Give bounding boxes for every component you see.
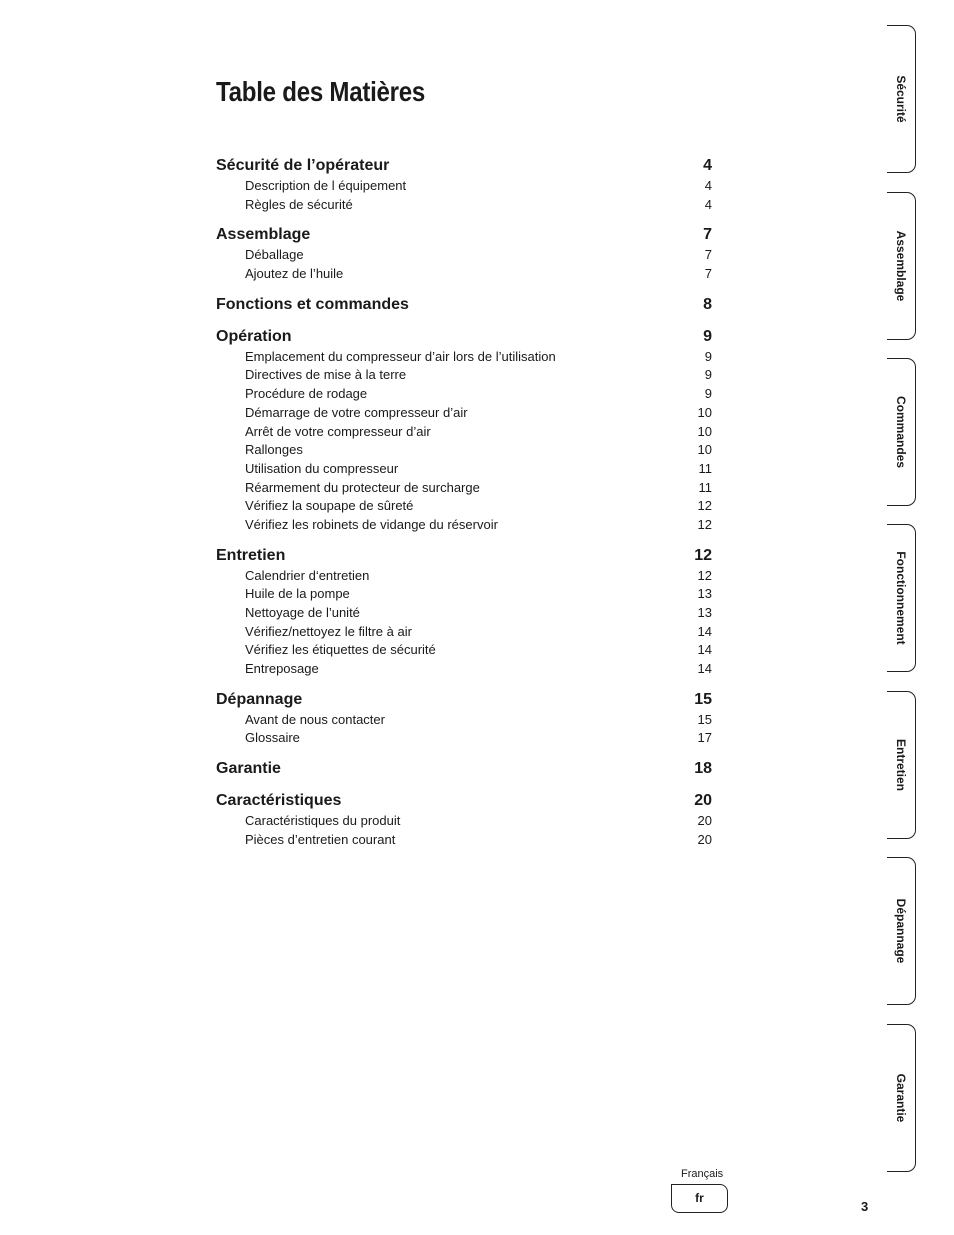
toc-sub-entry[interactable] [216, 348, 712, 367]
toc-sub-title: Calendrier d‘entretien [245, 567, 370, 583]
toc-sub-title: Ajoutez de l’huile [245, 266, 344, 282]
toc-sub-page: 14 [697, 661, 712, 677]
toc-sub-page: 14 [697, 642, 712, 658]
toc-sub-page: 13 [697, 605, 712, 620]
page-title: Table des Matières [216, 76, 426, 107]
toc-sub-title: Glossaire [245, 730, 300, 746]
toc-main-entry[interactable] [216, 790, 712, 812]
toc-main-entry[interactable] [216, 326, 712, 348]
toc-sub-entry[interactable] [216, 366, 712, 385]
toc-sub-page: 10 [697, 404, 712, 420]
toc-sub-page: 4 [704, 196, 712, 212]
toc-sub-title: Rallonges [245, 442, 303, 458]
side-tab-1[interactable] [887, 25, 916, 173]
table-of-contents [216, 155, 712, 860]
toc-sub-page: 11 [698, 479, 712, 495]
toc-sub-page: 12 [697, 567, 712, 583]
toc-main-title: Garantie [216, 760, 281, 778]
toc-sub-entry[interactable] [216, 423, 712, 442]
toc-sub-title: Arrêt de votre compresseur d’air [245, 423, 431, 439]
side-tab-6[interactable] [887, 857, 916, 1005]
toc-main-title: Fonctions et commandes [216, 295, 409, 313]
toc-sub-entry[interactable] [216, 831, 712, 850]
toc-main-title: Entretien [216, 546, 286, 564]
side-tab-label: Entretien [894, 738, 908, 792]
toc-sub-entry[interactable] [216, 177, 712, 196]
toc-section [216, 294, 712, 316]
toc-sub-entry[interactable] [216, 385, 712, 404]
toc-main-page: 4 [703, 157, 712, 174]
toc-sub-entry[interactable] [216, 660, 712, 679]
toc-sub-entry[interactable] [216, 641, 712, 660]
toc-sub-entry[interactable] [216, 441, 712, 460]
toc-sub-title: Pièces d’entretien courant [245, 831, 396, 847]
toc-sub-page: 7 [704, 247, 712, 263]
toc-main-page: 12 [694, 546, 712, 564]
toc-sub-title: Huile de la pompe [245, 586, 350, 602]
toc-sub-title: Vérifiez la soupape de sûreté [245, 498, 414, 514]
toc-main-entry[interactable] [216, 689, 712, 711]
toc-sub-entry[interactable] [216, 567, 712, 586]
side-tab-label: Sécurité [894, 75, 908, 123]
toc-sub-entry[interactable] [216, 497, 712, 516]
side-tab-label: Fonctionnement [894, 551, 908, 645]
toc-sub-entry[interactable] [216, 623, 712, 642]
toc-sub-page: 17 [697, 730, 712, 746]
side-tab-label: Garantie [894, 1073, 908, 1123]
toc-section [216, 790, 712, 849]
toc-sub-entry[interactable] [216, 479, 712, 498]
toc-main-page: 7 [703, 226, 712, 244]
toc-main-page: 8 [703, 295, 712, 313]
toc-sub-page: 4 [704, 178, 712, 193]
toc-sub-page: 13 [697, 586, 712, 602]
toc-sub-page: 10 [697, 423, 712, 439]
toc-sub-page: 7 [704, 266, 712, 282]
toc-main-title: Opération [216, 327, 292, 345]
toc-sub-page: 20 [697, 831, 712, 847]
toc-sub-entry[interactable] [216, 585, 712, 604]
language-badge: fr [671, 1184, 728, 1213]
toc-sub-entry[interactable] [216, 196, 712, 215]
toc-main-entry[interactable] [216, 545, 712, 567]
toc-sub-title: Vérifiez les étiquettes de sécurité [245, 642, 436, 658]
toc-main-entry[interactable] [216, 224, 712, 246]
toc-main-page: 15 [694, 690, 712, 708]
toc-sub-title: Vérifiez/nettoyez le filtre à air [245, 623, 412, 639]
side-tab-5[interactable] [887, 691, 916, 839]
toc-sub-page: 14 [697, 623, 712, 639]
toc-sub-entry[interactable] [216, 404, 712, 423]
toc-main-entry[interactable] [216, 155, 712, 177]
toc-main-title: Dépannage [216, 690, 303, 708]
toc-sub-title: Utilisation du compresseur [245, 460, 399, 476]
toc-sub-page: 20 [697, 813, 712, 829]
toc-sub-entry[interactable] [216, 460, 712, 479]
toc-sub-title: Procédure de rodage [245, 386, 368, 402]
side-tab-3[interactable] [887, 358, 916, 506]
toc-sub-entry[interactable] [216, 246, 712, 265]
toc-sub-title: Emplacement du compresseur d’air lors de l’utilisation [245, 348, 556, 364]
toc-sub-title: Directives de mise à la terre [245, 367, 407, 383]
toc-sub-title: Description de l équipement [245, 178, 407, 193]
toc-main-page: 20 [694, 792, 712, 810]
toc-sub-entry[interactable] [216, 729, 712, 748]
toc-section [216, 224, 712, 283]
toc-main-title: Sécurité de l’opérateur [216, 157, 390, 174]
language-label: Français [681, 1168, 724, 1180]
toc-main-page: 9 [703, 327, 712, 345]
toc-sub-title: Démarrage de votre compresseur d’air [245, 404, 468, 420]
toc-sub-title: Caractéristiques du produit [245, 813, 401, 829]
toc-sub-title: Règles de sécurité [245, 196, 353, 212]
toc-sub-title: Entreposage [245, 661, 319, 677]
side-tab-label: Assemblage [894, 230, 908, 302]
toc-sub-title: Vérifiez les robinets de vidange du réservoir [245, 516, 498, 532]
toc-sub-entry[interactable] [216, 604, 712, 623]
toc-main-title: Caractéristiques [216, 792, 342, 810]
toc-main-page: 18 [694, 760, 712, 778]
toc-section [216, 326, 712, 535]
toc-main-entry[interactable] [216, 294, 712, 316]
toc-sub-entry[interactable] [216, 711, 712, 730]
side-tab-label: Dépannage [894, 898, 908, 964]
toc-section [216, 758, 712, 780]
toc-sub-page: 10 [697, 442, 712, 458]
toc-section [216, 545, 712, 679]
toc-sub-entry[interactable] [216, 516, 712, 535]
side-tab-4[interactable] [887, 524, 916, 672]
toc-sub-entry[interactable] [216, 265, 712, 284]
toc-sub-page: 9 [704, 367, 712, 383]
toc-sub-page: 15 [697, 711, 712, 727]
toc-sub-entry[interactable] [216, 812, 712, 831]
toc-sub-page: 11 [698, 460, 712, 476]
toc-sub-page: 9 [704, 386, 712, 402]
toc-sub-page: 12 [697, 498, 712, 514]
toc-sub-title: Réarmement du protecteur de surcharge [245, 479, 480, 495]
toc-sub-title: Avant de nous contacter [245, 711, 385, 727]
toc-sub-title: Nettoyage de l’unité [245, 605, 360, 620]
toc-section [216, 155, 712, 214]
toc-main-title: Assemblage [216, 226, 311, 244]
side-tab-2[interactable] [887, 192, 916, 340]
page-number: 3 [861, 1199, 869, 1214]
toc-sub-page: 12 [697, 516, 712, 532]
toc-sub-page: 9 [704, 348, 712, 364]
side-tab-label: Commandes [894, 395, 908, 469]
side-tab-7[interactable] [887, 1024, 916, 1172]
toc-section [216, 689, 712, 748]
toc-sub-title: Déballage [245, 247, 304, 263]
toc-main-entry[interactable] [216, 758, 712, 780]
